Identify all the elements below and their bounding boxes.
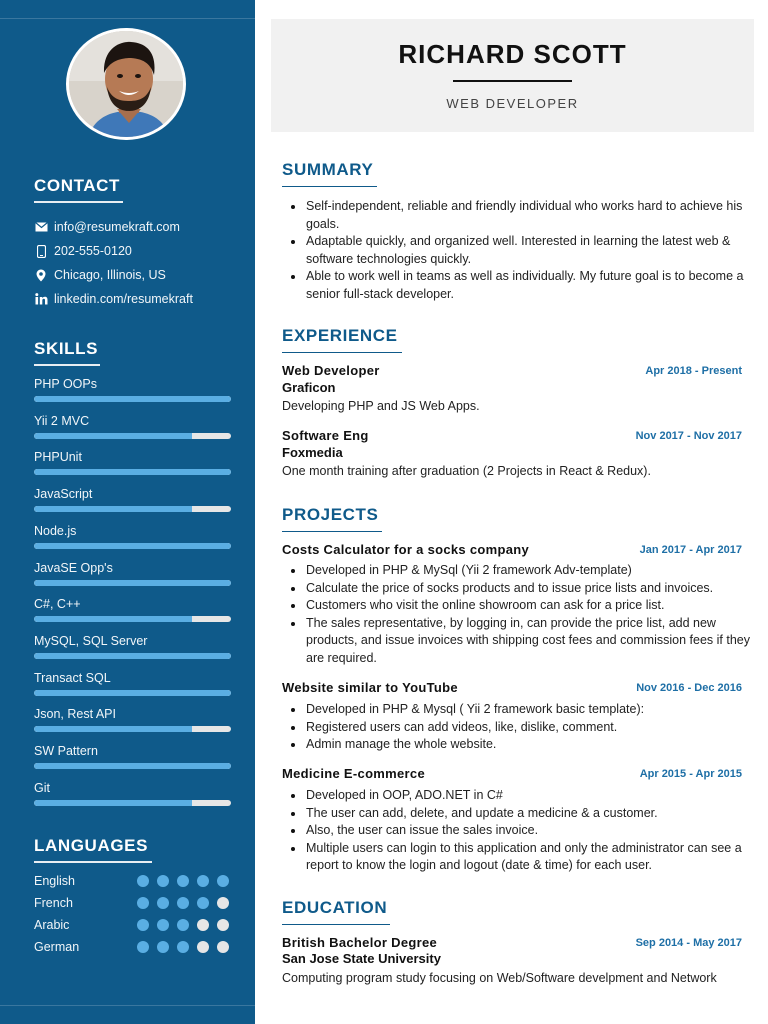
summary-item: Able to work well in teams as well as individually. My future goal is to become a senior full-stack developer. — [288, 268, 750, 303]
language-rating — [137, 941, 229, 953]
language-row — [34, 940, 234, 954]
project-bullets — [288, 787, 750, 875]
summary-heading: SUMMARY — [282, 160, 374, 179]
skill-bar-fill — [34, 726, 192, 732]
skill-label: PHP OOPs — [34, 377, 97, 391]
job-date: Nov 2017 - Nov 2017 — [635, 430, 742, 442]
skill-label: Yii 2 MVC — [34, 414, 90, 428]
contact-phone[interactable] — [34, 244, 132, 258]
summary-list — [288, 198, 750, 303]
skill-bar — [34, 506, 231, 512]
skill-label: SW Pattern — [34, 744, 98, 758]
contact-heading: CONTACT — [34, 176, 121, 195]
header — [271, 19, 754, 132]
envelope-icon — [34, 220, 48, 234]
project-date: Nov 2016 - Dec 2016 — [636, 682, 742, 694]
skill-bar-fill — [34, 800, 192, 806]
skill-bar — [34, 396, 231, 402]
project-bullet: Registered users can add videos, like, dislike, comment. — [288, 719, 750, 737]
candidate-role: WEB DEVELOPER — [446, 96, 579, 111]
rating-dot — [197, 919, 209, 931]
skill-bar-fill — [34, 580, 231, 586]
skill-bar — [34, 469, 231, 475]
school-name: San Jose State University — [282, 951, 441, 966]
skill-bar — [34, 763, 231, 769]
rating-dot — [177, 919, 189, 931]
summary-heading-rule — [282, 186, 377, 187]
projects-heading: PROJECTS — [282, 505, 379, 524]
rating-dot — [217, 941, 229, 953]
language-label: French — [34, 896, 73, 910]
language-rating — [137, 875, 229, 887]
skill-bar — [34, 580, 231, 586]
rating-dot — [197, 897, 209, 909]
skill-label: MySQL, SQL Server — [34, 634, 148, 648]
rating-dot — [177, 875, 189, 887]
language-label: English — [34, 874, 75, 888]
skill-bar — [34, 433, 231, 439]
project-date: Apr 2015 - Apr 2015 — [639, 768, 742, 780]
sidebar — [0, 0, 255, 1024]
skills-heading: SKILLS — [34, 339, 99, 358]
project-bullet: Developed in PHP & Mysql ( Yii 2 framework basic template): — [288, 701, 750, 719]
project-bullet: The user can add, delete, and update a medicine & a customer. — [288, 805, 750, 823]
contact-location-text: Chicago, Illinois, US — [54, 268, 166, 282]
job-title: Software Eng — [282, 428, 369, 443]
project-bullets — [288, 701, 750, 754]
summary-item: Adaptable quickly, and organized well. Interested in learning the latest web & software technologies quickly. — [288, 233, 750, 268]
divider — [0, 18, 255, 19]
candidate-name: RICHARD SCOTT — [398, 39, 627, 69]
skill-bar-fill — [34, 469, 231, 475]
project-bullet: The sales representative, by logging in, can provide the price list, add new products, and issue invoices with shipping cost fees and commission fees if they are required. — [288, 615, 750, 668]
projects-heading-rule — [282, 531, 382, 532]
project-bullet: Developed in PHP & MySql (Yii 2 framework Adv-template) — [288, 562, 750, 580]
project-bullet: Admin manage the whole website. — [288, 736, 750, 754]
skill-bar-fill — [34, 763, 231, 769]
rating-dot — [137, 919, 149, 931]
education-heading-rule — [282, 924, 390, 925]
skill-bar — [34, 726, 231, 732]
skill-label: C#, C++ — [34, 597, 81, 611]
languages-heading-rule — [34, 861, 152, 863]
contact-email-text: info@resumekraft.com — [54, 220, 180, 234]
project-title: Website similar to YouTube — [282, 680, 458, 695]
rating-dot — [217, 897, 229, 909]
rating-dot — [137, 897, 149, 909]
rating-dot — [177, 897, 189, 909]
project-bullet: Calculate the price of socks products and to issue price lists and invoices. — [288, 580, 750, 598]
job-description: One month training after graduation (2 Projects in React & Redux). — [282, 464, 651, 478]
education-heading: EDUCATION — [282, 898, 388, 917]
location-pin-icon — [34, 268, 48, 282]
phone-icon — [34, 244, 48, 258]
summary-item: Self-independent, reliable and friendly individual who works hard to achieve his goals. — [288, 198, 750, 233]
linkedin-icon — [34, 292, 48, 306]
language-label: German — [34, 940, 80, 954]
rating-dot — [137, 941, 149, 953]
skill-label: Transact SQL — [34, 671, 111, 685]
skill-bar — [34, 690, 231, 696]
rating-dot — [177, 941, 189, 953]
experience-heading-rule — [282, 352, 402, 353]
rating-dot — [157, 941, 169, 953]
language-label: Arabic — [34, 918, 70, 932]
skill-bar-fill — [34, 506, 192, 512]
skill-bar-fill — [34, 396, 231, 402]
rating-dot — [157, 875, 169, 887]
degree-description: Computing program study focusing on Web/Software develpment and Network — [282, 971, 717, 985]
rating-dot — [137, 875, 149, 887]
skill-label: JavaSE Opp's — [34, 561, 113, 575]
skill-bar-fill — [34, 543, 231, 549]
language-rating — [137, 919, 229, 931]
skill-label: Json, Rest API — [34, 707, 116, 721]
language-row — [34, 918, 234, 932]
project-bullet: Also, the user can issue the sales invoice. — [288, 822, 750, 840]
project-bullets — [288, 562, 750, 667]
job-title: Web Developer — [282, 363, 380, 378]
rating-dot — [197, 941, 209, 953]
skill-bar — [34, 653, 231, 659]
job-date: Apr 2018 - Present — [645, 365, 742, 377]
rating-dot — [157, 919, 169, 931]
rating-dot — [157, 897, 169, 909]
project-title: Medicine E-commerce — [282, 766, 425, 781]
skill-label: PHPUnit — [34, 450, 82, 464]
skill-label: Node.js — [34, 524, 77, 538]
rating-dot — [197, 875, 209, 887]
skill-bar — [34, 800, 231, 806]
skill-bar — [34, 543, 231, 549]
contact-linkedin[interactable] — [34, 292, 193, 306]
rating-dot — [217, 875, 229, 887]
degree-title: British Bachelor Degree — [282, 935, 438, 950]
project-title: Costs Calculator for a socks company — [282, 542, 530, 557]
language-row — [34, 874, 234, 888]
job-description: Developing PHP and JS Web Apps. — [282, 399, 480, 413]
skill-bar-fill — [34, 433, 192, 439]
skill-bar-fill — [34, 653, 231, 659]
divider — [0, 1005, 255, 1006]
skill-bar — [34, 616, 231, 622]
contact-heading-rule — [34, 201, 123, 203]
project-bullet: Developed in OOP, ADO.NET in C# — [288, 787, 750, 805]
language-row — [34, 896, 234, 910]
project-bullet: Multiple users can login to this application and only the administrator can see a report to know the login and logout (date & time) for each user. — [288, 840, 750, 875]
degree-date: Sep 2014 - May 2017 — [635, 937, 742, 949]
avatar — [66, 28, 186, 140]
rating-dot — [217, 919, 229, 931]
skills-heading-rule — [34, 364, 100, 366]
skill-bar-fill — [34, 616, 192, 622]
experience-heading: EXPERIENCE — [282, 326, 398, 345]
skill-bar-fill — [34, 690, 231, 696]
languages-heading: LANGUAGES — [34, 836, 149, 855]
skill-label: Git — [34, 781, 50, 795]
skill-label: JavaScript — [34, 487, 93, 501]
language-rating — [137, 897, 229, 909]
contact-phone-text: 202-555-0120 — [54, 244, 132, 258]
contact-location — [34, 268, 166, 282]
job-company: Graficon — [282, 380, 336, 395]
job-company: Foxmedia — [282, 445, 343, 460]
contact-email[interactable] — [34, 220, 180, 234]
project-bullet: Customers who visit the online showroom can ask for a price list. — [288, 597, 750, 615]
contact-linkedin-text: linkedin.com/resumekraft — [54, 292, 193, 306]
project-date: Jan 2017 - Apr 2017 — [639, 544, 742, 556]
name-rule — [453, 80, 572, 82]
